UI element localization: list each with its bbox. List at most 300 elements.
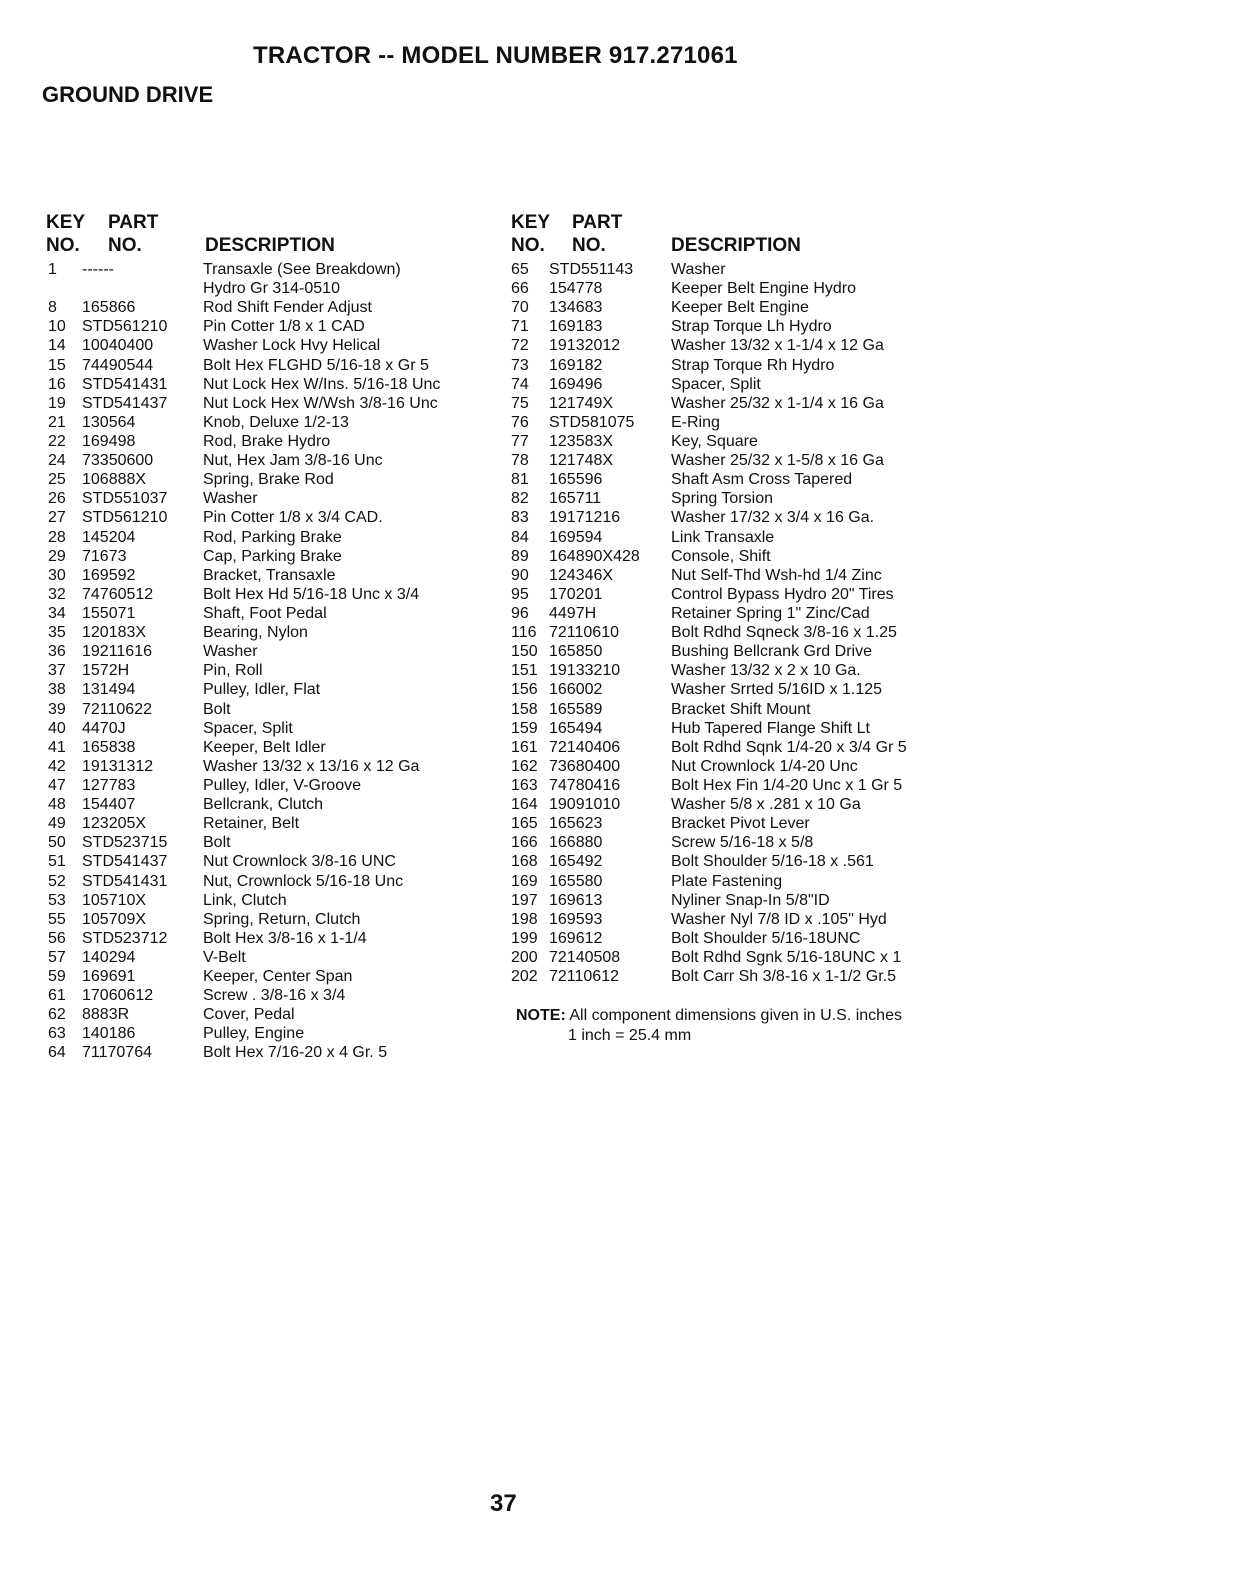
part-number: 170201 [549, 585, 603, 603]
part-description: Bracket Shift Mount [671, 700, 811, 718]
key-number: 10 [48, 318, 66, 336]
table-row [46, 642, 496, 661]
part-description: Pin Cotter 1/8 x 1 CAD [203, 318, 365, 336]
key-number: 156 [511, 681, 538, 699]
key-number: 90 [511, 566, 529, 584]
part-description: V-Belt [203, 948, 246, 966]
note-label: NOTE: [516, 1007, 566, 1024]
table-row [46, 929, 496, 948]
dimension-note [516, 1006, 902, 1046]
part-description: Transaxle (See Breakdown) [203, 261, 401, 278]
part-description: Screw . 3/8-16 x 3/4 [203, 987, 346, 1005]
part-number: 165850 [549, 643, 603, 661]
part-number: 134683 [549, 299, 603, 317]
part-number: 169183 [549, 318, 603, 336]
key-no-header: NO. [511, 235, 545, 256]
table-row [46, 1024, 496, 1043]
table-row [46, 776, 496, 795]
key-number: 36 [48, 643, 66, 661]
part-description: Bracket Pivot Lever [671, 815, 810, 833]
table-row [46, 356, 496, 375]
part-number: 166002 [549, 681, 603, 699]
part-number: 165596 [549, 471, 603, 489]
part-number: 166880 [549, 834, 603, 852]
part-number: 72110622 [82, 700, 152, 718]
table-row [46, 566, 496, 585]
part-number: STD561210 [82, 318, 168, 336]
page-title: TRACTOR -- MODEL NUMBER 917.271061 [253, 42, 738, 69]
part-description: Washer 17/32 x 3/4 x 16 Ga. [671, 509, 875, 527]
part-number: 165711 [549, 490, 602, 508]
part-number: STD523712 [82, 929, 168, 947]
part-description: Washer [203, 490, 258, 508]
part-description: Plate Fastening [671, 872, 783, 890]
key-number: 32 [48, 585, 66, 603]
table-row [511, 738, 951, 757]
key-number: 53 [48, 891, 66, 909]
part-number: 169593 [549, 910, 603, 928]
key-number: 75 [511, 394, 529, 412]
part-description: Washer Srrted 5/16ID x 1.125 [671, 681, 883, 699]
table-row [46, 585, 496, 604]
key-number: 47 [48, 776, 66, 794]
key-number: 14 [48, 337, 66, 355]
part-description: Retainer Spring 1" Zinc/Cad [671, 604, 870, 622]
part-number: 74490544 [82, 356, 154, 374]
key-number: 1 [48, 261, 57, 278]
table-row [511, 929, 951, 948]
part-number: 8883R [82, 1006, 130, 1024]
part-number: 1572H [82, 662, 130, 680]
part-number: 72110610 [549, 624, 619, 642]
table-row [511, 432, 951, 451]
part-number: 165580 [549, 872, 603, 890]
table-row [46, 432, 496, 451]
key-number: 66 [511, 280, 529, 298]
key-number: 162 [511, 757, 538, 775]
part-description: Rod, Parking Brake [203, 528, 342, 546]
part-description: Spring Torsion [671, 490, 773, 508]
part-description: Nut Crownlock 3/8-16 UNC [203, 853, 396, 871]
part-number: 17060612 [82, 987, 154, 1005]
part-description: Control Bypass Hydro 20" Tires [671, 585, 894, 603]
part-number: 105709X [82, 910, 147, 928]
table-row [46, 891, 496, 910]
part-description: Bolt [203, 834, 231, 852]
key-number: 50 [48, 834, 66, 852]
part-description: Nut Self-Thd Wsh-hd 1/4 Zinc [671, 566, 882, 584]
table-row [511, 356, 951, 375]
key-number: 49 [48, 815, 66, 833]
part-description: Washer Nyl 7/8 ID x .105" Hyd [671, 910, 887, 928]
part-description: Keeper, Center Span [203, 968, 353, 986]
parts-rows-right [511, 260, 951, 986]
table-row [46, 910, 496, 929]
part-description: Key, Square [671, 432, 758, 450]
table-row [511, 910, 951, 929]
part-number: 154407 [82, 796, 136, 814]
part-description: Washer [203, 643, 258, 661]
part-number: 165866 [82, 299, 136, 317]
key-number: 41 [48, 738, 66, 756]
part-number: 169498 [82, 432, 136, 450]
key-number: 72 [511, 337, 529, 355]
part-description: Bearing, Nylon [203, 624, 308, 642]
note-text: All component dimensions given in U.S. inches [569, 1007, 902, 1024]
table-row [511, 528, 951, 547]
key-header: KEY [46, 212, 86, 233]
part-description: Bolt Shoulder 5/16-18UNC [671, 929, 861, 947]
key-number: 62 [48, 1006, 66, 1024]
part-description: Shaft, Foot Pedal [203, 604, 327, 622]
part-number: 130564 [82, 413, 136, 431]
part-description: Bolt Hex FLGHD 5/16-18 x Gr 5 [203, 356, 429, 374]
part-description: Washer 13/32 x 13/16 x 12 Ga [203, 757, 420, 775]
part-number: 72110612 [549, 968, 619, 986]
table-row [46, 852, 496, 871]
part-description: Bushing Bellcrank Grd Drive [671, 643, 872, 661]
table-row [46, 528, 496, 547]
table-row [511, 279, 951, 298]
table-row [511, 795, 951, 814]
key-number: 81 [511, 471, 529, 489]
key-number: 200 [511, 948, 538, 966]
table-row [511, 680, 951, 699]
part-number: 169612 [549, 929, 603, 947]
table-row [511, 489, 951, 508]
part-number: 71673 [82, 547, 127, 565]
part-number: 131494 [82, 681, 136, 699]
table-row [511, 604, 951, 623]
part-description: Link Transaxle [671, 528, 775, 546]
part-description: Bolt Carr Sh 3/8-16 x 1-1/2 Gr.5 [671, 968, 896, 986]
part-description: Nut Lock Hex W/Ins. 5/16-18 Unc [203, 375, 441, 393]
part-number: 140294 [82, 948, 136, 966]
part-number: 165838 [82, 738, 136, 756]
table-row [46, 872, 496, 891]
part-description: Rod, Brake Hydro [203, 432, 331, 450]
part-number: 120183X [82, 624, 147, 642]
part-number: 169594 [549, 528, 603, 546]
key-number: 15 [48, 356, 66, 374]
part-number: STD541437 [82, 853, 168, 871]
table-row [511, 585, 951, 604]
part-description: Knob, Deluxe 1/2-13 [203, 413, 349, 431]
part-description: Washer 5/8 x .281 x 10 Ga [671, 796, 861, 814]
part-number: 124346X [549, 566, 614, 584]
part-description: Cap, Parking Brake [203, 547, 342, 565]
table-row [511, 833, 951, 852]
part-description: Hydro Gr 314-0510 [203, 280, 340, 298]
table-row [46, 833, 496, 852]
part-description: Washer 13/32 x 2 x 10 Ga. [671, 662, 861, 680]
table-row [46, 298, 496, 317]
key-number: 52 [48, 872, 66, 890]
table-row [46, 260, 496, 279]
part-no-header: NO. [572, 235, 606, 256]
part-description: Pin, Roll [203, 662, 263, 680]
part-number: STD561210 [82, 509, 168, 527]
table-row [511, 394, 951, 413]
part-description: Pulley, Idler, V-Groove [203, 776, 361, 794]
key-number: 161 [511, 738, 538, 756]
part-number: STD541431 [82, 375, 168, 393]
part-description: Bracket, Transaxle [203, 566, 336, 584]
key-number: 78 [511, 452, 529, 470]
part-number: 10040400 [82, 337, 154, 355]
table-row [511, 566, 951, 585]
table-row [46, 375, 496, 394]
key-number: 76 [511, 413, 529, 431]
table-row [511, 967, 951, 986]
key-number: 65 [511, 261, 529, 278]
key-number: 63 [48, 1025, 66, 1043]
part-number: ------ [82, 261, 114, 278]
table-row [46, 738, 496, 757]
part-number: 145204 [82, 528, 136, 546]
table-row [511, 623, 951, 642]
table-row [511, 891, 951, 910]
part-description: Bolt Rdhd Sgnk 5/16-18UNC x 1 [671, 948, 902, 966]
part-description: Washer 25/32 x 1-5/8 x 16 Ga [671, 452, 884, 470]
key-number: 57 [48, 948, 66, 966]
part-number: 121748X [549, 452, 614, 470]
key-number: 198 [511, 910, 538, 928]
part-number: 106888X [82, 471, 147, 489]
key-number: 40 [48, 719, 66, 737]
part-number: 105710X [82, 891, 147, 909]
key-number: 169 [511, 872, 538, 890]
table-row [46, 547, 496, 566]
key-number: 165 [511, 815, 538, 833]
part-description: Bellcrank, Clutch [203, 796, 324, 814]
part-description: Bolt Hex Fin 1/4-20 Unc x 1 Gr 5 [671, 776, 903, 794]
key-number: 151 [511, 662, 538, 680]
table-row [46, 470, 496, 489]
key-number: 29 [48, 547, 66, 565]
key-number: 163 [511, 776, 538, 794]
part-number: 4470J [82, 719, 126, 737]
part-number: STD551143 [549, 261, 634, 278]
key-number: 74 [511, 375, 529, 393]
table-row [46, 700, 496, 719]
table-row [511, 470, 951, 489]
key-number: 34 [48, 604, 66, 622]
part-description: Spring, Return, Clutch [203, 910, 361, 928]
part-description: Bolt Rdhd Sqneck 3/8-16 x 1.25 [671, 624, 897, 642]
table-row [46, 795, 496, 814]
part-number: 121749X [549, 394, 614, 412]
table-row [511, 776, 951, 795]
part-number: 123205X [82, 815, 147, 833]
part-number: 19132012 [549, 337, 621, 355]
key-number: 199 [511, 929, 538, 947]
part-description: E-Ring [671, 413, 720, 431]
part-description: Cover, Pedal [203, 1006, 295, 1024]
key-number: 42 [48, 757, 66, 775]
part-number: 154778 [549, 280, 603, 298]
part-description: Keeper, Belt Idler [203, 738, 326, 756]
table-row [511, 948, 951, 967]
part-number: 165623 [549, 815, 603, 833]
table-row [46, 394, 496, 413]
table-row [511, 451, 951, 470]
table-row [46, 451, 496, 470]
part-description: Shaft Asm Cross Tapered [671, 471, 853, 489]
table-row [46, 623, 496, 642]
key-number: 150 [511, 643, 538, 661]
part-description: Link, Clutch [203, 891, 287, 909]
table-row [46, 317, 496, 336]
part-description: Pulley, Engine [203, 1025, 305, 1043]
table-row [511, 872, 951, 891]
part-description: Nyliner Snap-In 5/8"ID [671, 891, 830, 909]
table-row [511, 413, 951, 432]
description-header: DESCRIPTION [205, 235, 335, 256]
part-number: 169691 [82, 968, 136, 986]
key-number: 77 [511, 432, 529, 450]
part-number: STD581075 [549, 413, 635, 431]
key-number: 158 [511, 700, 538, 718]
table-row [511, 508, 951, 527]
part-description: Keeper Belt Engine [671, 299, 809, 317]
key-number: 59 [48, 968, 66, 986]
table-row [511, 661, 951, 680]
part-number: 19091010 [549, 796, 621, 814]
key-number: 95 [511, 585, 529, 603]
part-description: Rod Shift Fender Adjust [203, 299, 372, 317]
part-number: 19211616 [82, 643, 152, 661]
part-description: Bolt [203, 700, 231, 718]
parts-list-right [511, 212, 951, 986]
table-row [46, 336, 496, 355]
key-number: 21 [48, 413, 66, 431]
table-row [511, 852, 951, 871]
key-number: 27 [48, 509, 66, 527]
key-number: 16 [48, 375, 66, 393]
description-header: DESCRIPTION [671, 235, 801, 256]
part-description: Pin Cotter 1/8 x 3/4 CAD. [203, 509, 383, 527]
key-number: 25 [48, 471, 66, 489]
part-description: Spacer, Split [671, 375, 761, 393]
key-number: 48 [48, 796, 66, 814]
part-number: 169496 [549, 375, 603, 393]
part-description: Washer 13/32 x 1-1/4 x 12 Ga [671, 337, 884, 355]
key-number: 70 [511, 299, 529, 317]
part-description: Washer 25/32 x 1-1/4 x 16 Ga [671, 394, 884, 412]
part-number: STD523715 [82, 834, 168, 852]
table-row [46, 661, 496, 680]
part-description: Spring, Brake Rod [203, 471, 334, 489]
part-number: 169182 [549, 356, 603, 374]
note-conversion: 1 inch = 25.4 mm [568, 1027, 692, 1044]
part-description: Washer [671, 261, 726, 278]
parts-rows-left [46, 260, 496, 1063]
part-number: 169613 [549, 891, 603, 909]
table-row [46, 1005, 496, 1024]
key-number: 37 [48, 662, 66, 680]
part-description: Keeper Belt Engine Hydro [671, 280, 856, 298]
part-description: Spacer, Split [203, 719, 293, 737]
part-description: Bolt Hex 7/16-20 x 4 Gr. 5 [203, 1044, 388, 1062]
part-description: Nut Lock Hex W/Wsh 3/8-16 Unc [203, 394, 438, 412]
page-number: 37 [490, 1490, 517, 1517]
part-number: 4497H [549, 604, 597, 622]
column-headers-left [46, 212, 496, 260]
key-number: 8 [48, 299, 57, 317]
key-number: 38 [48, 681, 66, 699]
part-description: Nut, Hex Jam 3/8-16 Unc [203, 452, 383, 470]
part-number: 165494 [549, 719, 603, 737]
part-number: 73350600 [82, 452, 154, 470]
column-headers-right [511, 212, 951, 260]
parts-list-left [46, 212, 496, 1063]
key-number: 89 [511, 547, 529, 565]
table-row [511, 757, 951, 776]
key-number: 164 [511, 796, 538, 814]
part-number: STD541437 [82, 394, 168, 412]
table-row [46, 986, 496, 1005]
key-no-header: NO. [46, 235, 80, 256]
table-row [46, 508, 496, 527]
table-row [46, 967, 496, 986]
key-header: KEY [511, 212, 551, 233]
key-number: 22 [48, 432, 66, 450]
key-number: 39 [48, 700, 66, 718]
table-row [511, 700, 951, 719]
key-number: 202 [511, 968, 538, 986]
part-number: 165492 [549, 853, 603, 871]
part-number: 165589 [549, 700, 603, 718]
table-row [511, 298, 951, 317]
part-description: Nut, Crownlock 5/16-18 Unc [203, 872, 404, 890]
part-header: PART [572, 212, 623, 233]
part-description: Strap Torque Rh Hydro [671, 356, 835, 374]
table-row [46, 279, 496, 298]
key-number: 26 [48, 490, 66, 508]
key-number: 30 [48, 566, 66, 584]
part-number: 127783 [82, 776, 136, 794]
part-description: Bolt Shoulder 5/16-18 x .561 [671, 853, 874, 871]
key-number: 96 [511, 604, 529, 622]
section-title: GROUND DRIVE [42, 82, 214, 107]
key-number: 73 [511, 356, 529, 374]
key-number: 61 [48, 987, 66, 1005]
table-row [46, 413, 496, 432]
table-row [511, 375, 951, 394]
part-number: 72140508 [549, 948, 621, 966]
part-number: 74760512 [82, 585, 154, 603]
table-row [46, 719, 496, 738]
key-number: 19 [48, 394, 66, 412]
key-number: 64 [48, 1044, 66, 1062]
table-row [46, 1043, 496, 1062]
key-number: 83 [511, 509, 529, 527]
table-row [46, 680, 496, 699]
key-number: 82 [511, 490, 529, 508]
part-number: 123583X [549, 432, 614, 450]
table-row [511, 642, 951, 661]
part-description: Nut Crownlock 1/4-20 Unc [671, 757, 858, 775]
key-number: 197 [511, 891, 538, 909]
part-number: 72140406 [549, 738, 621, 756]
table-row [46, 948, 496, 967]
part-header: PART [108, 212, 159, 233]
part-number: 164890X428 [549, 547, 640, 565]
key-number: 71 [511, 318, 529, 336]
key-number: 116 [511, 624, 537, 642]
key-number: 56 [48, 929, 66, 947]
